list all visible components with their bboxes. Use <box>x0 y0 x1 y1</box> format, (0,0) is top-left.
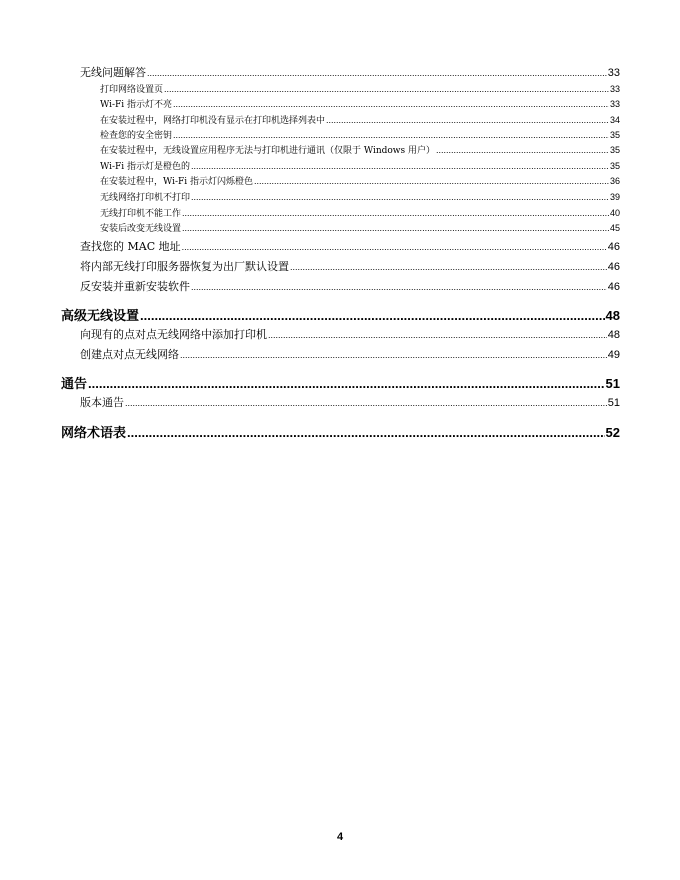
toc-entry-title: 反安装并重新安装软件 <box>80 280 190 293</box>
toc-entry[interactable] <box>80 238 620 254</box>
toc-entry-page: 34 <box>609 115 620 125</box>
toc-entry-page: 36 <box>609 176 620 186</box>
toc-dot-leader <box>436 145 609 155</box>
toc-entry-title: 无线问题解答 <box>80 66 146 79</box>
toc-entry[interactable] <box>100 82 620 95</box>
toc-dot-leader <box>88 376 605 391</box>
toc-entry-page: 51 <box>607 397 620 409</box>
toc-entry[interactable] <box>80 346 620 362</box>
toc-dot-leader <box>173 99 609 109</box>
toc-entry-title: 检查您的安全密钥 <box>100 131 173 141</box>
toc-entry-page: 49 <box>607 349 620 361</box>
toc-entry[interactable] <box>100 128 620 141</box>
toc-entry[interactable] <box>100 113 620 126</box>
toc-entry-page: 46 <box>607 281 620 293</box>
toc-entry-title: 版本通告 <box>80 396 124 409</box>
toc-entry-page: 45 <box>609 223 620 233</box>
toc-entry-title: Wi-Fi 指示灯不亮 <box>100 100 172 110</box>
toc-entry-title: 查找您的 MAC 地址 <box>80 240 181 253</box>
toc-dot-leader <box>191 192 609 202</box>
toc-entry-title: 在安装过程中，网络打印机没有显示在打印机选择列表中 <box>100 116 326 126</box>
toc-dot-leader <box>147 68 607 78</box>
toc-entry-title: 创建点对点无线网络 <box>80 348 179 361</box>
toc-entry-page: 35 <box>609 130 620 140</box>
toc-dot-leader <box>290 262 607 272</box>
toc-entry[interactable] <box>100 97 620 110</box>
toc-entry-title: 向现有的点对点无线网络中添加打印机 <box>80 328 267 341</box>
toc-entry-title: 无线网络打印机不打印 <box>100 193 191 203</box>
toc-entry[interactable] <box>61 305 620 324</box>
toc-entry-title: Wi-Fi 指示灯是橙色的 <box>100 162 190 172</box>
toc-entry-page: 33 <box>607 67 620 79</box>
toc-entry[interactable] <box>80 278 620 294</box>
toc-entry-page: 39 <box>609 192 620 202</box>
toc-dot-leader <box>182 223 609 233</box>
toc-entry-page: 48 <box>605 308 620 323</box>
toc-dot-leader <box>182 242 607 252</box>
toc-dot-leader <box>326 115 609 125</box>
toc-dot-leader <box>173 130 609 140</box>
toc-entry-page: 52 <box>605 425 620 440</box>
toc-dot-leader <box>164 84 609 94</box>
toc-entry[interactable] <box>61 422 620 441</box>
toc-entry-title: 通告 <box>61 377 88 392</box>
toc-dot-leader <box>191 282 607 292</box>
toc-entry-title: 打印网络设置页 <box>100 85 164 95</box>
toc-entry[interactable] <box>100 174 620 187</box>
toc-entry[interactable] <box>100 190 620 203</box>
toc-dot-leader <box>180 350 607 360</box>
toc-entry-page: 35 <box>609 161 620 171</box>
toc-entry[interactable] <box>80 394 620 410</box>
toc-dot-leader <box>254 176 609 186</box>
toc-dot-leader <box>268 330 607 340</box>
toc-entry-title: 安装后改变无线设置 <box>100 224 182 234</box>
toc-entry-page: 46 <box>607 261 620 273</box>
toc-entry-page: 48 <box>607 329 620 341</box>
toc-entry-title: 高级无线设置 <box>61 309 140 324</box>
toc-dot-leader <box>140 308 605 323</box>
toc-entry-title: 无线打印机不能工作 <box>100 209 182 219</box>
toc-entry[interactable] <box>61 373 620 392</box>
toc-entry[interactable] <box>100 206 620 219</box>
toc-entry-page: 40 <box>609 208 620 218</box>
toc-entry-page: 46 <box>607 241 620 253</box>
toc-entry-title: 将内部无线打印服务器恢复为出厂默认设置 <box>80 260 289 273</box>
toc-entry-title: 在安装过程中，Wi-Fi 指示灯闪烁橙色 <box>100 177 253 187</box>
toc-entry-page: 51 <box>605 376 620 391</box>
toc-entry[interactable] <box>100 159 620 172</box>
toc-entry-page: 33 <box>609 84 620 94</box>
toc-entry[interactable] <box>80 258 620 274</box>
toc-entry-page: 35 <box>609 145 620 155</box>
toc-dot-leader <box>127 425 605 440</box>
toc-entry-title: 网络术语表 <box>61 426 127 441</box>
toc-entry[interactable] <box>100 143 620 156</box>
toc-dot-leader <box>191 161 609 171</box>
toc-entry[interactable] <box>100 221 620 234</box>
toc-entry[interactable] <box>80 326 620 342</box>
toc-entry[interactable] <box>80 64 620 80</box>
toc-dot-leader <box>125 398 607 408</box>
page-number: 4 <box>336 831 344 843</box>
toc-entry-title: 在安装过程中，无线设置应用程序无法与打印机进行通讯（仅限于 Windows 用户） <box>100 146 435 156</box>
toc-entry-page: 33 <box>609 99 620 109</box>
toc-dot-leader <box>182 208 609 218</box>
